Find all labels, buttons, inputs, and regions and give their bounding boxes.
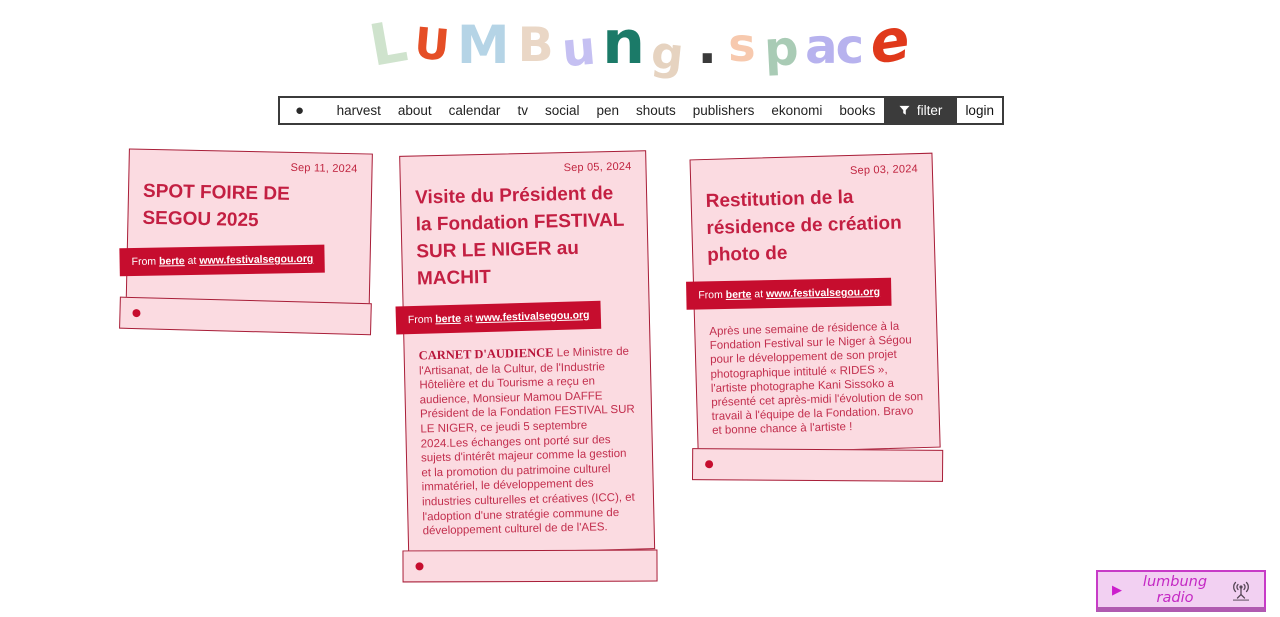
badge-from-label: From [131,255,157,269]
badge-from-label: From [407,313,433,327]
nav-item-social[interactable]: social [544,103,580,118]
nav-item-shouts[interactable]: shouts [636,103,676,118]
post-card [690,153,942,484]
nav-item-about[interactable]: about [397,103,432,118]
post-body-text: Après une semaine de résidence à la Fondation Festival sur le Niger à Ségou pour le développement de son projet photographique intitulé « RIDES », l'artiste photographe Kani Sissoko a présenté cet après-midi l'évolution de son travail à l'équipe de la Fondation. Bravo et bonne chance à l'artiste ! [709,320,924,438]
nav-item-calendar[interactable]: calendar [448,103,501,118]
logo-letter: p [762,20,800,78]
post-title[interactable]: SPOT FOIRE DE SEGOU 2025 [142,180,290,232]
post-date: Sep 03, 2024 [849,163,919,177]
badge-from-label: From [698,289,723,302]
logo-letter: e [865,4,914,78]
logo-letter: M [456,15,510,76]
post-footer [119,297,372,336]
author-link[interactable]: berte [725,288,752,301]
post-card [399,150,656,584]
nav-item-ekonomi[interactable]: ekonomi [771,103,823,118]
nav-item-publishers[interactable]: publishers [692,103,755,118]
source-link[interactable]: www.festivalsegou.org [475,309,590,325]
post-body-text: Le Ministre de l'Artisanat, de la Cultur, de l'Industrie Hôtelière et du Tourisme a reçu en audience, Monsieur Mamou DAFFE Président de la Fondation FESTIVAL SUR LE NIGER, ce jeudi 5 septembre 2024.Les échanges ont porté sur des sujets d'intérêt majeur comme la gestion et la promotion du patrimoine culturel immatériel, le développement des industries culturelles et créatives (ICC), et l'adoption d'une stratégie commune de développement culturel de de l'AES. [418,345,635,538]
post-footer [692,448,943,482]
logo-letter: . [697,16,718,76]
author-link[interactable]: berte [158,255,185,268]
category-dot-icon [415,562,423,570]
post-footer [402,549,657,582]
site-logo[interactable] [0,4,1280,97]
badge-at-label: at [754,288,764,301]
radio-label: lumbung radio [1142,573,1208,606]
post-body-lead: CARNET D'AUDIENCE [418,345,554,363]
nav-item-pen[interactable]: pen [596,103,619,118]
broadcast-antenna-icon [1228,578,1254,602]
source-link[interactable]: www.festivalsegou.org [765,285,881,301]
post-date: Sep 11, 2024 [290,161,358,176]
post-body [709,319,925,439]
post-card [125,148,373,334]
post-body [419,344,640,540]
logo-letter: B [517,18,554,73]
main-nav [278,96,1004,125]
logo-letter: a [805,19,838,75]
post-main [126,148,373,304]
post-title[interactable]: Restitution de la résidence de création photo de [705,186,903,266]
nav-item-harvest[interactable]: harvest [336,103,381,118]
post-title[interactable]: Visite du Président de la Fondation FESTIVAL SUR LE NIGER au MACHIT [414,183,625,290]
post-main [399,150,655,554]
play-icon[interactable]: ▶ [1112,582,1122,597]
post-date: Sep 05, 2024 [563,160,632,175]
badge-at-label: at [463,312,473,325]
logo-letter: U [412,18,452,72]
post-source-badge [686,278,891,310]
author-link[interactable]: berte [435,312,462,326]
logo-letter: g [648,25,687,82]
logo-letter: u [559,20,598,79]
logo-letter: s [728,18,756,72]
nav-links [328,98,884,123]
funnel-icon [899,105,910,116]
logo-letter: c [835,19,865,75]
nav-item-tv[interactable]: tv [517,103,528,118]
category-dot-icon [132,309,140,317]
logo-letter: n [602,8,645,78]
filter-button[interactable] [884,98,958,123]
category-dot-icon [705,460,713,468]
logo-letter: L [365,8,413,80]
badge-at-label: at [187,254,197,268]
post-source-badge [396,301,601,335]
lumbung-radio-widget[interactable] [1096,570,1266,612]
post-source-badge [119,245,324,277]
filter-label: filter [916,103,943,118]
post-main [690,153,941,454]
nav-item-books[interactable]: books [839,103,876,118]
source-link[interactable]: www.festivalsegou.org [199,252,314,267]
login-button[interactable]: login [965,103,994,118]
nav-home-dot[interactable]: ● [295,102,305,119]
